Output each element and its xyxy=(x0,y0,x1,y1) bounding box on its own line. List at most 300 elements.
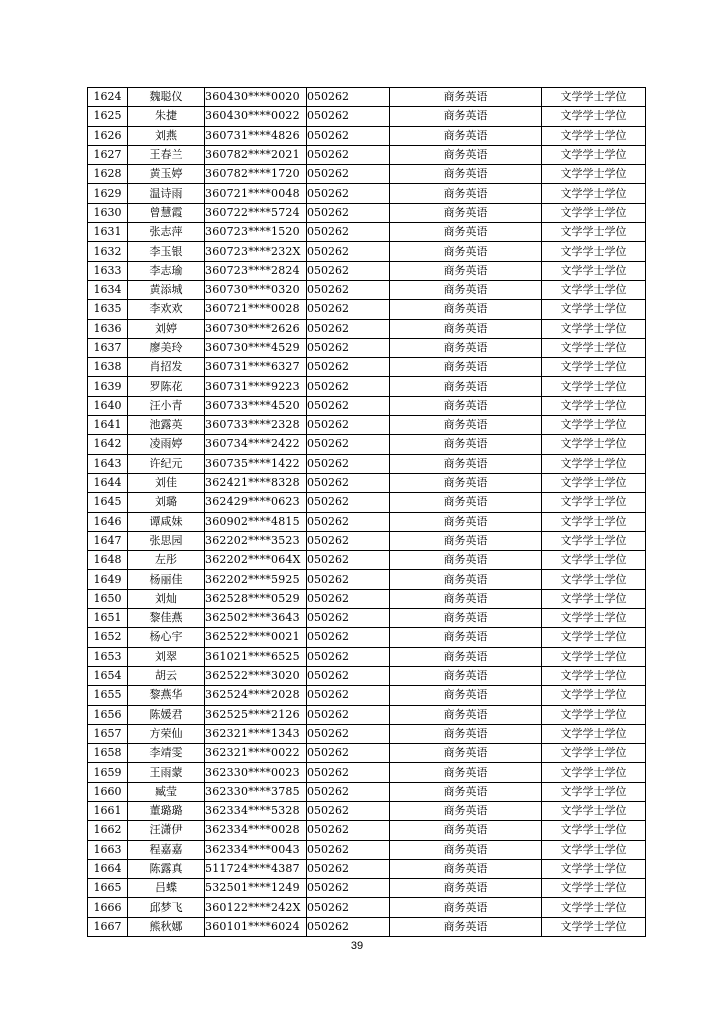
degree-type-cell: 文学学士学位 xyxy=(542,300,646,319)
table-row xyxy=(88,801,646,820)
row-number-cell: 1647 xyxy=(88,531,128,550)
major-name-cell: 商务英语 xyxy=(390,473,542,492)
row-number-cell: 1635 xyxy=(88,300,128,319)
table-row xyxy=(88,551,646,570)
major-name-cell: 商务英语 xyxy=(390,724,542,743)
table-row xyxy=(88,859,646,878)
id-number-cell: 362202****3523 xyxy=(205,531,307,550)
student-name-cell: 杨丽佳 xyxy=(128,570,205,589)
major-code-cell: 050262 xyxy=(307,628,390,647)
table-row xyxy=(88,358,646,377)
major-code-cell: 050262 xyxy=(307,512,390,531)
degree-type-cell: 文学学士学位 xyxy=(542,165,646,184)
row-number-cell: 1639 xyxy=(88,377,128,396)
degree-type-cell: 文学学士学位 xyxy=(542,705,646,724)
major-name-cell: 商务英语 xyxy=(390,88,542,107)
degree-type-cell: 文学学士学位 xyxy=(542,203,646,222)
major-code-cell: 050262 xyxy=(307,647,390,666)
major-code-cell: 050262 xyxy=(307,666,390,685)
student-name-cell: 董璐璐 xyxy=(128,801,205,820)
major-name-cell: 商务英语 xyxy=(390,879,542,898)
student-name-cell: 刘灿 xyxy=(128,589,205,608)
table-row xyxy=(88,473,646,492)
major-code-cell: 050262 xyxy=(307,435,390,454)
table-row xyxy=(88,647,646,666)
major-code-cell: 050262 xyxy=(307,589,390,608)
id-number-cell: 362202****5925 xyxy=(205,570,307,589)
degree-type-cell: 文学学士学位 xyxy=(542,531,646,550)
degree-type-cell: 文学学士学位 xyxy=(542,338,646,357)
table-row xyxy=(88,145,646,164)
row-number-cell: 1644 xyxy=(88,473,128,492)
row-number-cell: 1659 xyxy=(88,763,128,782)
row-number-cell: 1649 xyxy=(88,570,128,589)
table-row xyxy=(88,300,646,319)
id-number-cell: 360430****0020 xyxy=(205,88,307,107)
major-name-cell: 商务英语 xyxy=(390,570,542,589)
id-number-cell: 360782****1720 xyxy=(205,165,307,184)
id-number-cell: 360733****2328 xyxy=(205,416,307,435)
id-number-cell: 360731****9223 xyxy=(205,377,307,396)
id-number-cell: 360730****2626 xyxy=(205,319,307,338)
table-row xyxy=(88,184,646,203)
major-code-cell: 050262 xyxy=(307,898,390,917)
major-name-cell: 商务英语 xyxy=(390,203,542,222)
major-name-cell: 商务英语 xyxy=(390,165,542,184)
table-row xyxy=(88,88,646,107)
table-row xyxy=(88,840,646,859)
student-name-cell: 吕蝶 xyxy=(128,879,205,898)
id-number-cell: 511724****4387 xyxy=(205,859,307,878)
id-number-cell: 362334****0043 xyxy=(205,840,307,859)
major-name-cell: 商务英语 xyxy=(390,609,542,628)
id-number-cell: 360723****2824 xyxy=(205,261,307,280)
student-name-cell: 温诗雨 xyxy=(128,184,205,203)
degree-type-cell: 文学学士学位 xyxy=(542,454,646,473)
row-number-cell: 1629 xyxy=(88,184,128,203)
table-row xyxy=(88,280,646,299)
degree-type-cell: 文学学士学位 xyxy=(542,145,646,164)
major-name-cell: 商务英语 xyxy=(390,763,542,782)
id-number-cell: 362202****064X xyxy=(205,551,307,570)
id-number-cell: 360723****232X xyxy=(205,242,307,261)
student-name-cell: 罗陈花 xyxy=(128,377,205,396)
degree-type-cell: 文学学士学位 xyxy=(542,917,646,936)
major-code-cell: 050262 xyxy=(307,840,390,859)
degree-type-cell: 文学学士学位 xyxy=(542,666,646,685)
id-number-cell: 362525****2126 xyxy=(205,705,307,724)
major-name-cell: 商务英语 xyxy=(390,338,542,357)
degree-type-cell: 文学学士学位 xyxy=(542,821,646,840)
row-number-cell: 1625 xyxy=(88,107,128,126)
major-name-cell: 商务英语 xyxy=(390,223,542,242)
id-number-cell: 360722****5724 xyxy=(205,203,307,222)
id-number-cell: 362330****0023 xyxy=(205,763,307,782)
student-name-cell: 陈露真 xyxy=(128,859,205,878)
table-row xyxy=(88,126,646,145)
table-row xyxy=(88,609,646,628)
row-number-cell: 1665 xyxy=(88,879,128,898)
table-row xyxy=(88,242,646,261)
student-name-cell: 李志瑜 xyxy=(128,261,205,280)
major-name-cell: 商务英语 xyxy=(390,280,542,299)
major-name-cell: 商务英语 xyxy=(390,898,542,917)
degree-type-cell: 文学学士学位 xyxy=(542,184,646,203)
student-name-cell: 黄添城 xyxy=(128,280,205,299)
id-number-cell: 360721****0028 xyxy=(205,300,307,319)
id-number-cell: 360730****0320 xyxy=(205,280,307,299)
id-number-cell: 360723****1520 xyxy=(205,223,307,242)
major-name-cell: 商务英语 xyxy=(390,126,542,145)
major-name-cell: 商务英语 xyxy=(390,242,542,261)
table-row xyxy=(88,763,646,782)
student-name-cell: 刘燕 xyxy=(128,126,205,145)
id-number-cell: 360721****0048 xyxy=(205,184,307,203)
id-number-cell: 362429****0623 xyxy=(205,493,307,512)
degree-type-cell: 文学学士学位 xyxy=(542,358,646,377)
row-number-cell: 1667 xyxy=(88,917,128,936)
id-number-cell: 362524****2028 xyxy=(205,686,307,705)
degree-roster-table xyxy=(87,87,646,937)
student-name-cell: 黄玉婷 xyxy=(128,165,205,184)
row-number-cell: 1664 xyxy=(88,859,128,878)
major-code-cell: 050262 xyxy=(307,319,390,338)
table-row xyxy=(88,705,646,724)
major-code-cell: 050262 xyxy=(307,493,390,512)
table-row xyxy=(88,744,646,763)
table-row xyxy=(88,917,646,936)
table-body xyxy=(88,88,646,937)
major-name-cell: 商务英语 xyxy=(390,396,542,415)
major-code-cell: 050262 xyxy=(307,531,390,550)
table-row xyxy=(88,203,646,222)
table-row xyxy=(88,686,646,705)
student-name-cell: 张志萍 xyxy=(128,223,205,242)
row-number-cell: 1646 xyxy=(88,512,128,531)
student-name-cell: 许纪元 xyxy=(128,454,205,473)
degree-type-cell: 文学学士学位 xyxy=(542,840,646,859)
major-code-cell: 050262 xyxy=(307,917,390,936)
major-code-cell: 050262 xyxy=(307,686,390,705)
major-code-cell: 050262 xyxy=(307,473,390,492)
major-name-cell: 商务英语 xyxy=(390,666,542,685)
id-number-cell: 362321****0022 xyxy=(205,744,307,763)
major-code-cell: 050262 xyxy=(307,454,390,473)
row-number-cell: 1653 xyxy=(88,647,128,666)
table-row xyxy=(88,898,646,917)
major-name-cell: 商务英语 xyxy=(390,821,542,840)
row-number-cell: 1657 xyxy=(88,724,128,743)
student-name-cell: 刘婷 xyxy=(128,319,205,338)
id-number-cell: 362421****8328 xyxy=(205,473,307,492)
student-name-cell: 汪潇伊 xyxy=(128,821,205,840)
id-number-cell: 360731****6327 xyxy=(205,358,307,377)
degree-type-cell: 文学学士学位 xyxy=(542,570,646,589)
id-number-cell: 362334****0028 xyxy=(205,821,307,840)
student-name-cell: 池露英 xyxy=(128,416,205,435)
student-name-cell: 刘佳 xyxy=(128,473,205,492)
row-number-cell: 1654 xyxy=(88,666,128,685)
student-name-cell: 李欢欢 xyxy=(128,300,205,319)
major-code-cell: 050262 xyxy=(307,782,390,801)
degree-type-cell: 文学学士学位 xyxy=(542,435,646,454)
degree-type-cell: 文学学士学位 xyxy=(542,377,646,396)
major-code-cell: 050262 xyxy=(307,338,390,357)
student-name-cell: 方荣仙 xyxy=(128,724,205,743)
id-number-cell: 360731****4826 xyxy=(205,126,307,145)
major-name-cell: 商务英语 xyxy=(390,917,542,936)
id-number-cell: 360733****4520 xyxy=(205,396,307,415)
major-name-cell: 商务英语 xyxy=(390,589,542,608)
table-row xyxy=(88,512,646,531)
row-number-cell: 1626 xyxy=(88,126,128,145)
major-name-cell: 商务英语 xyxy=(390,107,542,126)
major-name-cell: 商务英语 xyxy=(390,184,542,203)
table-row xyxy=(88,107,646,126)
table-row xyxy=(88,261,646,280)
major-name-cell: 商务英语 xyxy=(390,551,542,570)
row-number-cell: 1642 xyxy=(88,435,128,454)
row-number-cell: 1640 xyxy=(88,396,128,415)
major-name-cell: 商务英语 xyxy=(390,628,542,647)
student-name-cell: 王春兰 xyxy=(128,145,205,164)
student-name-cell: 李玉银 xyxy=(128,242,205,261)
degree-type-cell: 文学学士学位 xyxy=(542,242,646,261)
table-row xyxy=(88,454,646,473)
student-name-cell: 黎佳燕 xyxy=(128,609,205,628)
major-name-cell: 商务英语 xyxy=(390,145,542,164)
major-code-cell: 050262 xyxy=(307,377,390,396)
table-row xyxy=(88,589,646,608)
row-number-cell: 1632 xyxy=(88,242,128,261)
table-row xyxy=(88,396,646,415)
major-code-cell: 050262 xyxy=(307,145,390,164)
student-name-cell: 黎燕华 xyxy=(128,686,205,705)
major-code-cell: 050262 xyxy=(307,551,390,570)
degree-type-cell: 文学学士学位 xyxy=(542,744,646,763)
row-number-cell: 1628 xyxy=(88,165,128,184)
student-name-cell: 臧莹 xyxy=(128,782,205,801)
major-code-cell: 050262 xyxy=(307,396,390,415)
table-row xyxy=(88,493,646,512)
row-number-cell: 1645 xyxy=(88,493,128,512)
table-row xyxy=(88,724,646,743)
row-number-cell: 1663 xyxy=(88,840,128,859)
row-number-cell: 1660 xyxy=(88,782,128,801)
degree-type-cell: 文学学士学位 xyxy=(542,782,646,801)
row-number-cell: 1648 xyxy=(88,551,128,570)
student-name-cell: 王雨蒙 xyxy=(128,763,205,782)
student-name-cell: 朱捷 xyxy=(128,107,205,126)
major-code-cell: 050262 xyxy=(307,107,390,126)
table-row xyxy=(88,628,646,647)
degree-type-cell: 文学学士学位 xyxy=(542,319,646,338)
row-number-cell: 1630 xyxy=(88,203,128,222)
student-name-cell: 凌雨婷 xyxy=(128,435,205,454)
major-name-cell: 商务英语 xyxy=(390,744,542,763)
major-name-cell: 商务英语 xyxy=(390,840,542,859)
degree-type-cell: 文学学士学位 xyxy=(542,223,646,242)
major-code-cell: 050262 xyxy=(307,280,390,299)
table-row xyxy=(88,416,646,435)
student-name-cell: 刘璐 xyxy=(128,493,205,512)
degree-type-cell: 文学学士学位 xyxy=(542,724,646,743)
row-number-cell: 1666 xyxy=(88,898,128,917)
table-row xyxy=(88,165,646,184)
student-name-cell: 熊秋娜 xyxy=(128,917,205,936)
student-name-cell: 廖美玲 xyxy=(128,338,205,357)
major-code-cell: 050262 xyxy=(307,879,390,898)
student-name-cell: 李靖雯 xyxy=(128,744,205,763)
row-number-cell: 1637 xyxy=(88,338,128,357)
id-number-cell: 360902****4815 xyxy=(205,512,307,531)
table-row xyxy=(88,821,646,840)
table-row xyxy=(88,879,646,898)
degree-type-cell: 文学学士学位 xyxy=(542,647,646,666)
row-number-cell: 1661 xyxy=(88,801,128,820)
student-name-cell: 谭咸妹 xyxy=(128,512,205,531)
degree-type-cell: 文学学士学位 xyxy=(542,88,646,107)
degree-type-cell: 文学学士学位 xyxy=(542,589,646,608)
major-name-cell: 商务英语 xyxy=(390,454,542,473)
major-name-cell: 商务英语 xyxy=(390,705,542,724)
student-name-cell: 曾慧霞 xyxy=(128,203,205,222)
row-number-cell: 1658 xyxy=(88,744,128,763)
table-row xyxy=(88,338,646,357)
major-name-cell: 商务英语 xyxy=(390,377,542,396)
id-number-cell: 360730****4529 xyxy=(205,338,307,357)
major-code-cell: 050262 xyxy=(307,88,390,107)
student-name-cell: 汪小青 xyxy=(128,396,205,415)
id-number-cell: 532501****1249 xyxy=(205,879,307,898)
degree-type-cell: 文学学士学位 xyxy=(542,859,646,878)
major-name-cell: 商务英语 xyxy=(390,261,542,280)
degree-type-cell: 文学学士学位 xyxy=(542,628,646,647)
id-number-cell: 362334****5328 xyxy=(205,801,307,820)
major-code-cell: 050262 xyxy=(307,165,390,184)
major-code-cell: 050262 xyxy=(307,261,390,280)
major-name-cell: 商务英语 xyxy=(390,319,542,338)
major-code-cell: 050262 xyxy=(307,744,390,763)
id-number-cell: 362522****3020 xyxy=(205,666,307,685)
major-name-cell: 商务英语 xyxy=(390,859,542,878)
row-number-cell: 1662 xyxy=(88,821,128,840)
degree-type-cell: 文学学士学位 xyxy=(542,801,646,820)
row-number-cell: 1631 xyxy=(88,223,128,242)
page-number: 39 xyxy=(350,940,364,952)
major-name-cell: 商务英语 xyxy=(390,647,542,666)
id-number-cell: 362502****3643 xyxy=(205,609,307,628)
student-name-cell: 左彤 xyxy=(128,551,205,570)
degree-type-cell: 文学学士学位 xyxy=(542,879,646,898)
row-number-cell: 1638 xyxy=(88,358,128,377)
major-name-cell: 商务英语 xyxy=(390,300,542,319)
major-code-cell: 050262 xyxy=(307,242,390,261)
row-number-cell: 1634 xyxy=(88,280,128,299)
degree-type-cell: 文学学士学位 xyxy=(542,551,646,570)
major-code-cell: 050262 xyxy=(307,763,390,782)
row-number-cell: 1627 xyxy=(88,145,128,164)
major-name-cell: 商务英语 xyxy=(390,782,542,801)
major-name-cell: 商务英语 xyxy=(390,416,542,435)
major-code-cell: 050262 xyxy=(307,223,390,242)
degree-type-cell: 文学学士学位 xyxy=(542,261,646,280)
major-code-cell: 050262 xyxy=(307,801,390,820)
major-code-cell: 050262 xyxy=(307,570,390,589)
id-number-cell: 360430****0022 xyxy=(205,107,307,126)
id-number-cell: 362522****0021 xyxy=(205,628,307,647)
id-number-cell: 360734****2422 xyxy=(205,435,307,454)
major-code-cell: 050262 xyxy=(307,300,390,319)
row-number-cell: 1641 xyxy=(88,416,128,435)
table-row xyxy=(88,223,646,242)
major-name-cell: 商务英语 xyxy=(390,686,542,705)
id-number-cell: 362321****1343 xyxy=(205,724,307,743)
major-code-cell: 050262 xyxy=(307,358,390,377)
major-code-cell: 050262 xyxy=(307,416,390,435)
student-name-cell: 魏聪仪 xyxy=(128,88,205,107)
row-number-cell: 1633 xyxy=(88,261,128,280)
student-name-cell: 程嘉嘉 xyxy=(128,840,205,859)
row-number-cell: 1655 xyxy=(88,686,128,705)
degree-type-cell: 文学学士学位 xyxy=(542,126,646,145)
degree-type-cell: 文学学士学位 xyxy=(542,898,646,917)
major-name-cell: 商务英语 xyxy=(390,358,542,377)
student-name-cell: 胡云 xyxy=(128,666,205,685)
major-name-cell: 商务英语 xyxy=(390,531,542,550)
table-row xyxy=(88,666,646,685)
major-code-cell: 050262 xyxy=(307,859,390,878)
student-name-cell: 邱梦飞 xyxy=(128,898,205,917)
row-number-cell: 1650 xyxy=(88,589,128,608)
degree-type-cell: 文学学士学位 xyxy=(542,107,646,126)
degree-type-cell: 文学学士学位 xyxy=(542,512,646,531)
id-number-cell: 360735****1422 xyxy=(205,454,307,473)
table-row xyxy=(88,435,646,454)
major-code-cell: 050262 xyxy=(307,184,390,203)
major-code-cell: 050262 xyxy=(307,609,390,628)
major-name-cell: 商务英语 xyxy=(390,512,542,531)
degree-type-cell: 文学学士学位 xyxy=(542,416,646,435)
row-number-cell: 1652 xyxy=(88,628,128,647)
id-number-cell: 360101****6024 xyxy=(205,917,307,936)
student-name-cell: 杨心宇 xyxy=(128,628,205,647)
major-code-cell: 050262 xyxy=(307,126,390,145)
student-name-cell: 肖招发 xyxy=(128,358,205,377)
table-row xyxy=(88,377,646,396)
degree-type-cell: 文学学士学位 xyxy=(542,280,646,299)
major-code-cell: 050262 xyxy=(307,203,390,222)
id-number-cell: 361021****6525 xyxy=(205,647,307,666)
table-row xyxy=(88,531,646,550)
table-row xyxy=(88,782,646,801)
id-number-cell: 360782****2021 xyxy=(205,145,307,164)
degree-type-cell: 文学学士学位 xyxy=(542,493,646,512)
degree-type-cell: 文学学士学位 xyxy=(542,609,646,628)
degree-type-cell: 文学学士学位 xyxy=(542,396,646,415)
id-number-cell: 360122****242X xyxy=(205,898,307,917)
degree-type-cell: 文学学士学位 xyxy=(542,686,646,705)
student-name-cell: 陈媛君 xyxy=(128,705,205,724)
student-name-cell: 刘翠 xyxy=(128,647,205,666)
table-row xyxy=(88,570,646,589)
row-number-cell: 1651 xyxy=(88,609,128,628)
table-row xyxy=(88,319,646,338)
id-number-cell: 362528****0529 xyxy=(205,589,307,608)
major-code-cell: 050262 xyxy=(307,821,390,840)
row-number-cell: 1636 xyxy=(88,319,128,338)
major-name-cell: 商务英语 xyxy=(390,435,542,454)
